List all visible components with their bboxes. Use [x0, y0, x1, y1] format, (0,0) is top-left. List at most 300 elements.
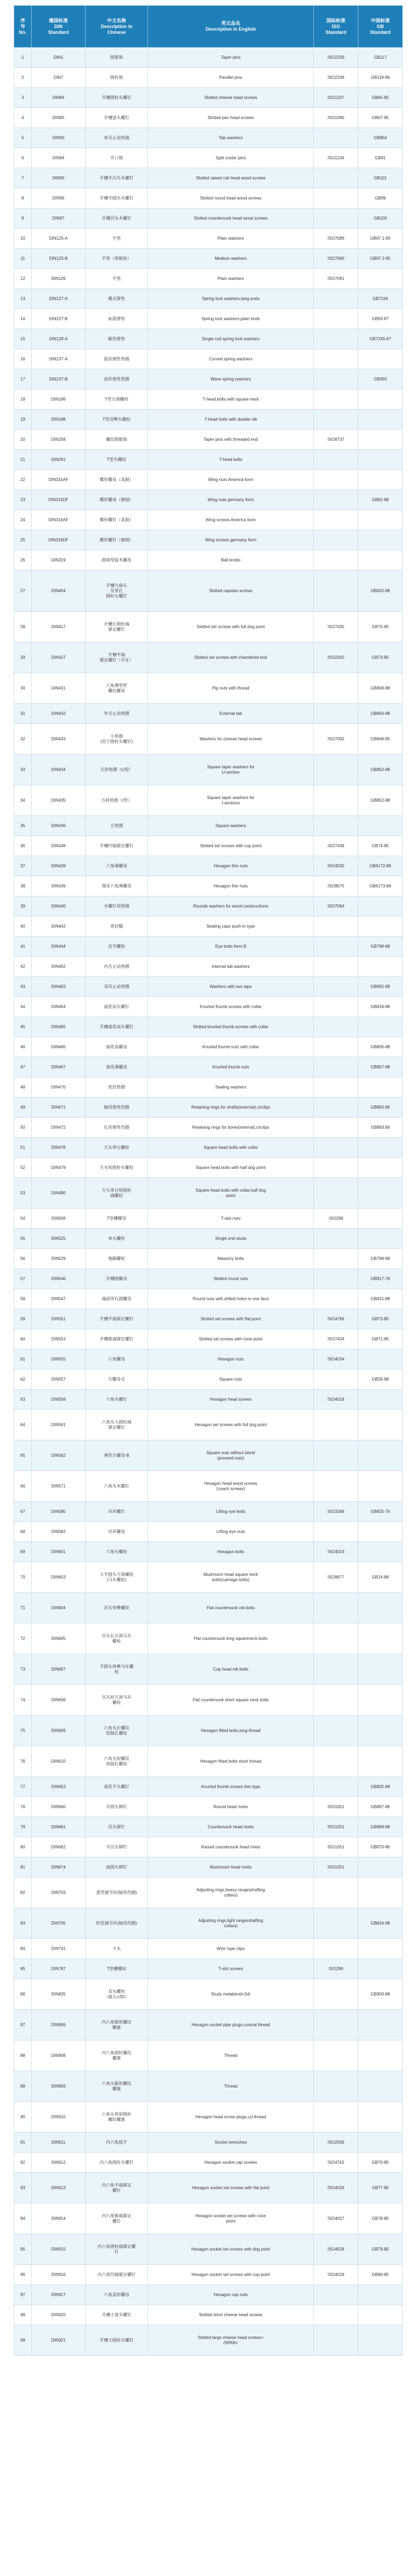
- cell-gb: GB117: [358, 48, 403, 68]
- cell-cn-line: 圆柱头螺钉: [106, 593, 127, 598]
- cell-iso: [314, 1369, 358, 1390]
- cell-din: DIN703: [32, 1877, 86, 1908]
- table-row: [14, 1908, 403, 1939]
- cell-en: [148, 612, 314, 642]
- cell-din: DIN137-B: [32, 369, 86, 389]
- cell-cn-line: 轻型调节环(轴用挡圈): [96, 1920, 137, 1926]
- cell-cn-line: 弧形弹性垫圈: [104, 356, 130, 361]
- cell-cn-line: 内六角锥端紧定: [101, 2213, 132, 2218]
- cell-gb: [358, 2040, 403, 2071]
- cell-en-line: collars): [224, 1923, 238, 1928]
- cell-din: DIN316AF: [32, 510, 86, 530]
- column-header-gb: [358, 6, 403, 48]
- cell-no: 21: [14, 450, 32, 470]
- cell-no: 42: [14, 957, 32, 977]
- cell-en-line: Square taper washers for: [207, 764, 255, 769]
- cell-din: DIN555: [32, 1349, 86, 1369]
- cell-en: [148, 1369, 314, 1390]
- cell-cn-line: 翘式弹垫: [108, 296, 125, 301]
- cell-iso: [314, 1249, 358, 1269]
- cell-cn-line: 方螺母-C: [108, 1376, 125, 1382]
- cell-cn-line: 圆球型胶木螺母: [101, 557, 132, 563]
- cell-en-line: Wing screws germany form: [205, 537, 256, 542]
- cell-no: 45: [14, 1017, 32, 1037]
- cell-en: [148, 269, 314, 289]
- cell-no: 46: [14, 1037, 32, 1057]
- cell-no: 47: [14, 1057, 32, 1077]
- cell-iso: [314, 1158, 358, 1178]
- table-row: [14, 957, 403, 977]
- cell-no: 37: [14, 856, 32, 876]
- cell-en-line: T-head bolts: [219, 457, 243, 462]
- cell-gb: GB955: [358, 369, 403, 389]
- cell-cn: [86, 1877, 148, 1908]
- table-body: [14, 48, 403, 2356]
- cell-en-line: Spring lock washers,plain ends: [201, 316, 260, 321]
- cell-no: 12: [14, 269, 32, 289]
- cell-no: 65: [14, 1440, 32, 1471]
- cell-en-line: Pip nuts with thread: [212, 685, 249, 691]
- cell-en: [148, 1057, 314, 1077]
- table-row: [14, 168, 403, 188]
- cell-cn: [86, 48, 148, 68]
- cell-en: [148, 1837, 314, 1857]
- cell-cn: [86, 168, 148, 188]
- cell-en-line: Thread: [224, 2083, 238, 2089]
- cell-din: DIN603: [32, 1562, 86, 1593]
- cell-en: [148, 1209, 314, 1229]
- cell-cn-line: 密封帽: [110, 923, 123, 929]
- cell-iso: [314, 1017, 358, 1037]
- cell-gb: GB6172-86: [358, 856, 403, 876]
- cell-no: 79: [14, 1817, 32, 1837]
- cell-en-line: Retaining rings for shafts(external),circlips: [191, 1104, 270, 1110]
- cell-en-line: Thread: [224, 2053, 238, 2058]
- cell-iso: ISO4034: [314, 1349, 358, 1369]
- table-row: [14, 1716, 403, 1746]
- cell-cn: [86, 997, 148, 1017]
- cell-gb: GB816-88: [358, 1908, 403, 1939]
- cell-en-line: Rounds washers for wood constructions: [193, 903, 269, 909]
- cell-no: 96: [14, 2265, 32, 2285]
- table-row: [14, 530, 403, 550]
- cell-gb: GB93-87: [358, 309, 403, 329]
- cell-din: DIN911: [32, 2133, 86, 2153]
- cell-din: DIN908: [32, 2040, 86, 2071]
- cell-en: [148, 1542, 314, 1562]
- cell-en: [148, 2102, 314, 2133]
- cell-cn-line: 内六角圆柱螺纹: [101, 2050, 132, 2055]
- cell-cn: [86, 1209, 148, 1229]
- cell-cn: [86, 510, 148, 530]
- cell-en: [148, 229, 314, 249]
- cell-cn-line: 滚花高头螺钉: [104, 1004, 130, 1009]
- cell-en: [148, 816, 314, 836]
- cell-iso: [314, 673, 358, 704]
- cell-en-line: Single coil spring lock washers: [202, 336, 260, 341]
- cell-cn: [86, 1410, 148, 1440]
- cell-din: DIN582: [32, 1522, 86, 1542]
- cell-no: 9: [14, 208, 32, 229]
- cell-din: DIN551: [32, 1309, 86, 1329]
- cell-no: 64: [14, 1410, 32, 1440]
- cell-iso: [314, 550, 358, 570]
- cell-gb: [358, 530, 403, 550]
- cell-en-line: U-section: [221, 769, 240, 775]
- table-row: [14, 937, 403, 957]
- table-row: [14, 570, 403, 612]
- cell-en-line: Square head bolts with collar: [204, 1145, 258, 1150]
- cell-gb: GB97.1-85: [358, 229, 403, 249]
- cell-en: [148, 1562, 314, 1593]
- cell-en: [148, 704, 314, 724]
- cell-en-line: Slotted round head wood screws: [200, 195, 262, 201]
- cell-en-line: Single end studs: [215, 1236, 247, 1241]
- cell-cn-line: 开槽平端: [108, 652, 125, 657]
- cell-iso: [314, 1118, 358, 1138]
- cell-iso: ISO4035: [314, 856, 358, 876]
- cell-din: DIN910: [32, 2102, 86, 2133]
- cell-iso: [314, 1877, 358, 1908]
- cell-din: DIN315DF: [32, 490, 86, 510]
- cell-en: [148, 642, 314, 673]
- cell-no: 2: [14, 68, 32, 88]
- table-row: [14, 1209, 403, 1229]
- cell-en-line: Hexagon set screws with full dog point: [195, 1422, 267, 1427]
- cell-cn: [86, 1269, 148, 1289]
- cell-cn-line: 开槽大扁头: [106, 583, 127, 588]
- cell-cn-line: 螺栓: [112, 1700, 121, 1705]
- cell-no: 51: [14, 1138, 32, 1158]
- cell-din: DIN480: [32, 1178, 86, 1209]
- cell-gb: [358, 1229, 403, 1249]
- table-row: [14, 2325, 403, 2356]
- table-row: [14, 1440, 403, 1471]
- cell-en: [148, 450, 314, 470]
- cell-en-line: Slotted set screws with cone point: [199, 1336, 263, 1341]
- cell-din: DIN912: [32, 2153, 86, 2173]
- cell-en: [148, 1037, 314, 1057]
- table-row: [14, 329, 403, 349]
- cell-en: [148, 1716, 314, 1746]
- cell-iso: ISO4762: [314, 2153, 358, 2173]
- cell-din: DIN835: [32, 1979, 86, 2010]
- cell-no: 56: [14, 1249, 32, 1269]
- cell-iso: ISO1207: [314, 88, 358, 108]
- cell-iso: ISO1051: [314, 1797, 358, 1817]
- cell-en: [148, 1502, 314, 1522]
- cell-cn: [86, 1623, 148, 1654]
- cell-en-line: Slotted pan head screws: [207, 115, 254, 120]
- table-row: [14, 2203, 403, 2234]
- cell-cn-line: 外舌止动垫圈: [104, 711, 130, 716]
- cell-no: 8: [14, 188, 32, 208]
- cell-din: DIN84: [32, 88, 86, 108]
- cell-en: [148, 1309, 314, 1329]
- cell-gb: GB97.2-85: [358, 249, 403, 269]
- table-row: [14, 785, 403, 816]
- cell-cn-line: 细牙六角薄螺母: [101, 883, 132, 888]
- cell-en-line: Cup head nib bolts: [213, 1666, 248, 1672]
- cell-en-line: Square nuts: [219, 1376, 243, 1382]
- cell-cn-line: 铰制孔螺栓: [106, 1730, 127, 1736]
- cell-en: [148, 917, 314, 937]
- cell-cn: [86, 389, 148, 410]
- cell-cn-line: 钉: [114, 2249, 119, 2254]
- cell-cn: [86, 309, 148, 329]
- cell-cn-line: 滚花平头螺钉: [104, 1784, 130, 1789]
- cell-cn: [86, 229, 148, 249]
- cell-en: [148, 389, 314, 410]
- cell-en: [148, 570, 314, 612]
- table-row: [14, 2040, 403, 2071]
- cell-gb: GB100: [358, 208, 403, 229]
- cell-iso: ISO1051: [314, 1817, 358, 1837]
- cell-din: DIN439: [32, 856, 86, 876]
- table-row: [14, 1542, 403, 1562]
- table-row: [14, 1390, 403, 1410]
- cell-gb: [358, 1746, 403, 1777]
- cell-cn: [86, 1440, 148, 1471]
- cell-en-line: Taper pins: [221, 55, 241, 60]
- cell-en-line: Knurled thumb screws thin type: [201, 1784, 261, 1789]
- cell-no: 43: [14, 977, 32, 997]
- cell-cn-line: 六角盖形螺母: [104, 2292, 130, 2297]
- cell-din: DIN787: [32, 1959, 86, 1979]
- cell-din: DIN427: [32, 642, 86, 673]
- cell-iso: [314, 1229, 358, 1249]
- cell-cn: [86, 785, 148, 816]
- cell-cn-line: 栓: [114, 1669, 119, 1674]
- cell-iso: [314, 785, 358, 816]
- cell-en-line: Hexagon thin nuts: [214, 883, 248, 888]
- cell-cn: [86, 1118, 148, 1138]
- cell-din: DIN608: [32, 1685, 86, 1716]
- cell-no: 52: [14, 1158, 32, 1178]
- cell-cn-line: 开槽滚花高头螺钉: [99, 1024, 134, 1029]
- table-row: [14, 108, 403, 128]
- table-row: [14, 1654, 403, 1685]
- cell-en-line: Lifting eye nuts: [216, 1529, 245, 1534]
- cell-en-line: Retaining rings for bores(internal),circlips: [192, 1124, 270, 1130]
- cell-no: 20: [14, 430, 32, 450]
- table-row: [14, 1138, 403, 1158]
- cell-en: [148, 673, 314, 704]
- cell-gb: [358, 2010, 403, 2040]
- cell-en-line: Knurled thumb nuts with collar: [202, 1044, 260, 1049]
- cell-cn: [86, 108, 148, 128]
- cell-en: [148, 896, 314, 917]
- cell-din: DIN915: [32, 2234, 86, 2265]
- cell-no: 82: [14, 1877, 32, 1908]
- cell-en: [148, 1877, 314, 1908]
- cell-gb: GB854: [358, 128, 403, 148]
- cell-no: 91: [14, 2133, 32, 2153]
- cell-en-line: Slotted set screws with cup point: [200, 843, 262, 848]
- table-row: [14, 896, 403, 917]
- table-row: [14, 856, 403, 876]
- cell-cn-line: 轴用弹性挡圈: [104, 1104, 130, 1110]
- column-header-line: Description in English: [205, 26, 256, 32]
- cell-gb: GB852-88: [358, 755, 403, 785]
- cell-no: 24: [14, 510, 32, 530]
- cell-iso: ISO1051: [314, 1837, 358, 1857]
- cell-iso: [314, 816, 358, 836]
- cell-cn: [86, 148, 148, 168]
- cell-gb: GB14-88: [358, 1562, 403, 1593]
- cell-iso: [314, 2285, 358, 2305]
- cell-gb: [358, 2102, 403, 2133]
- cell-no: 11: [14, 249, 32, 269]
- cell-cn: [86, 470, 148, 490]
- cell-cn-line: 开槽沉头木螺钉: [101, 215, 132, 221]
- cell-gb: [358, 1440, 403, 1471]
- table-row: [14, 1329, 403, 1349]
- cell-en: [148, 1939, 314, 1959]
- cell-no: 41: [14, 937, 32, 957]
- cell-iso: [314, 1289, 358, 1309]
- column-header-line: GB: [376, 23, 384, 29]
- cell-cn: [86, 1017, 148, 1037]
- cell-cn: [86, 816, 148, 836]
- column-header-no: [14, 6, 32, 48]
- cell-din: DIN436: [32, 816, 86, 836]
- cell-en-line: Flat countersunk nib bolts: [206, 1605, 255, 1610]
- cell-din: DIN906: [32, 2010, 86, 2040]
- cell-en: [148, 1178, 314, 1209]
- cell-gb: GB893-86: [358, 1097, 403, 1118]
- cell-din: DIN95: [32, 168, 86, 188]
- column-header-line: Standard: [369, 29, 391, 35]
- table-row: [14, 309, 403, 329]
- cell-gb: [358, 1471, 403, 1502]
- cell-din: DIN125-A: [32, 229, 86, 249]
- cell-cn: [86, 1959, 148, 1979]
- cell-gb: [358, 2071, 403, 2102]
- table-row: [14, 289, 403, 309]
- cell-en-line: Sealing washers: [215, 1084, 246, 1090]
- table-row: [14, 1979, 403, 2010]
- table-row: [14, 704, 403, 724]
- cell-cn-line: 六角头长螺纹: [104, 1725, 130, 1730]
- cell-en-line: Sealing caps push-in type: [206, 923, 255, 929]
- cell-iso: [314, 957, 358, 977]
- cell-gb: [358, 410, 403, 430]
- cell-iso: ISO299: [314, 1209, 358, 1229]
- cell-cn-line: 方斜垫圈（U型）: [100, 767, 133, 772]
- cell-din: DIN444: [32, 937, 86, 957]
- cell-gb: [358, 1410, 403, 1440]
- cell-cn: [86, 1746, 148, 1777]
- cell-cn: [86, 1138, 148, 1158]
- cell-en: [148, 249, 314, 269]
- cell-cn-line: (用于圆柱头螺钉): [100, 739, 133, 744]
- cell-gb: GB65-85: [358, 88, 403, 108]
- cell-cn-line: 圆柱销: [110, 75, 123, 80]
- cell-gb: GB848-85: [358, 724, 403, 755]
- cell-no: 26: [14, 550, 32, 570]
- cell-no: 14: [14, 309, 32, 329]
- cell-en-line: (coach screws): [216, 1486, 245, 1491]
- cell-en-line: Mushroom head square neck: [203, 1572, 258, 1577]
- cell-gb: GB80-85: [358, 2265, 403, 2285]
- cell-en: [148, 410, 314, 430]
- table-row: [14, 1837, 403, 1857]
- cell-no: 54: [14, 1209, 32, 1229]
- cell-cn-line: 螺栓: [112, 1638, 121, 1644]
- cell-no: 4: [14, 108, 32, 128]
- table-row: [14, 470, 403, 490]
- cell-din: DIN319: [32, 550, 86, 570]
- cell-en-line: Tab washers: [219, 135, 243, 140]
- cell-no: 49: [14, 1097, 32, 1118]
- cell-gb: GB6173-86: [358, 876, 403, 896]
- cell-en: [148, 1817, 314, 1837]
- cell-en: [148, 876, 314, 896]
- cell-iso: [314, 2102, 358, 2133]
- cell-cn: [86, 704, 148, 724]
- cell-din: DIN571: [32, 1471, 86, 1502]
- cell-gb: GB67-85: [358, 108, 403, 128]
- table-row: [14, 876, 403, 896]
- cell-din: DIN404: [32, 570, 86, 612]
- cell-cn: [86, 1390, 148, 1410]
- cell-gb: [358, 1158, 403, 1178]
- cell-no: 58: [14, 1289, 32, 1309]
- cell-cn-line: 内六角圆柱头螺钉: [99, 2160, 134, 2165]
- table-row: [14, 2285, 403, 2305]
- cell-cn-line: 开槽小盘头螺钉: [101, 2312, 132, 2317]
- cell-no: 18: [14, 389, 32, 410]
- cell-gb: [358, 349, 403, 369]
- cell-en-line: Hexagon bolts: [217, 1549, 245, 1554]
- cell-en: [148, 2285, 314, 2305]
- cell-en-line: Slotted set screws with flat point: [200, 1316, 261, 1321]
- cell-en: [148, 530, 314, 550]
- column-header-line: 中文名称: [107, 17, 126, 23]
- cell-gb: [358, 2285, 403, 2305]
- cell-cn: [86, 2102, 148, 2133]
- cell-no: 75: [14, 1716, 32, 1746]
- cell-cn-line: 开槽大圆柱头螺钉: [99, 2337, 134, 2343]
- column-header-line: Chinese: [107, 29, 126, 35]
- cell-din: DIN443: [32, 917, 86, 937]
- cell-cn-line: 单耳止动垫圈: [104, 135, 130, 140]
- cell-gb: GB73-85: [358, 642, 403, 673]
- cell-en: [148, 1522, 314, 1542]
- cell-cn-line: 开槽长圆柱端: [104, 621, 130, 627]
- table-row: [14, 1097, 403, 1118]
- cell-gb: [358, 1349, 403, 1369]
- cell-en-line: Washers with two taps: [209, 984, 252, 989]
- cell-cn: [86, 2173, 148, 2203]
- cell-cn: [86, 896, 148, 917]
- cell-cn-line: 蝶形螺母（德制）: [99, 497, 134, 502]
- cell-en-line: Washers for cheese head screws: [199, 736, 262, 741]
- cell-en-line: Ball knobs: [221, 557, 241, 563]
- cell-din: DIN917: [32, 2285, 86, 2305]
- table-row: [14, 1369, 403, 1390]
- cell-din: DIN433: [32, 724, 86, 755]
- cell-cn-line: 扁圆头铆钉: [106, 1864, 127, 1870]
- table-row: [14, 2153, 403, 2173]
- cell-gb: [358, 1623, 403, 1654]
- cell-en-line: T-head bolts with square neck: [202, 396, 259, 402]
- table-row: [14, 1817, 403, 1837]
- table-row: [14, 1249, 403, 1269]
- table-row: [14, 2265, 403, 2285]
- cell-no: 83: [14, 1908, 32, 1939]
